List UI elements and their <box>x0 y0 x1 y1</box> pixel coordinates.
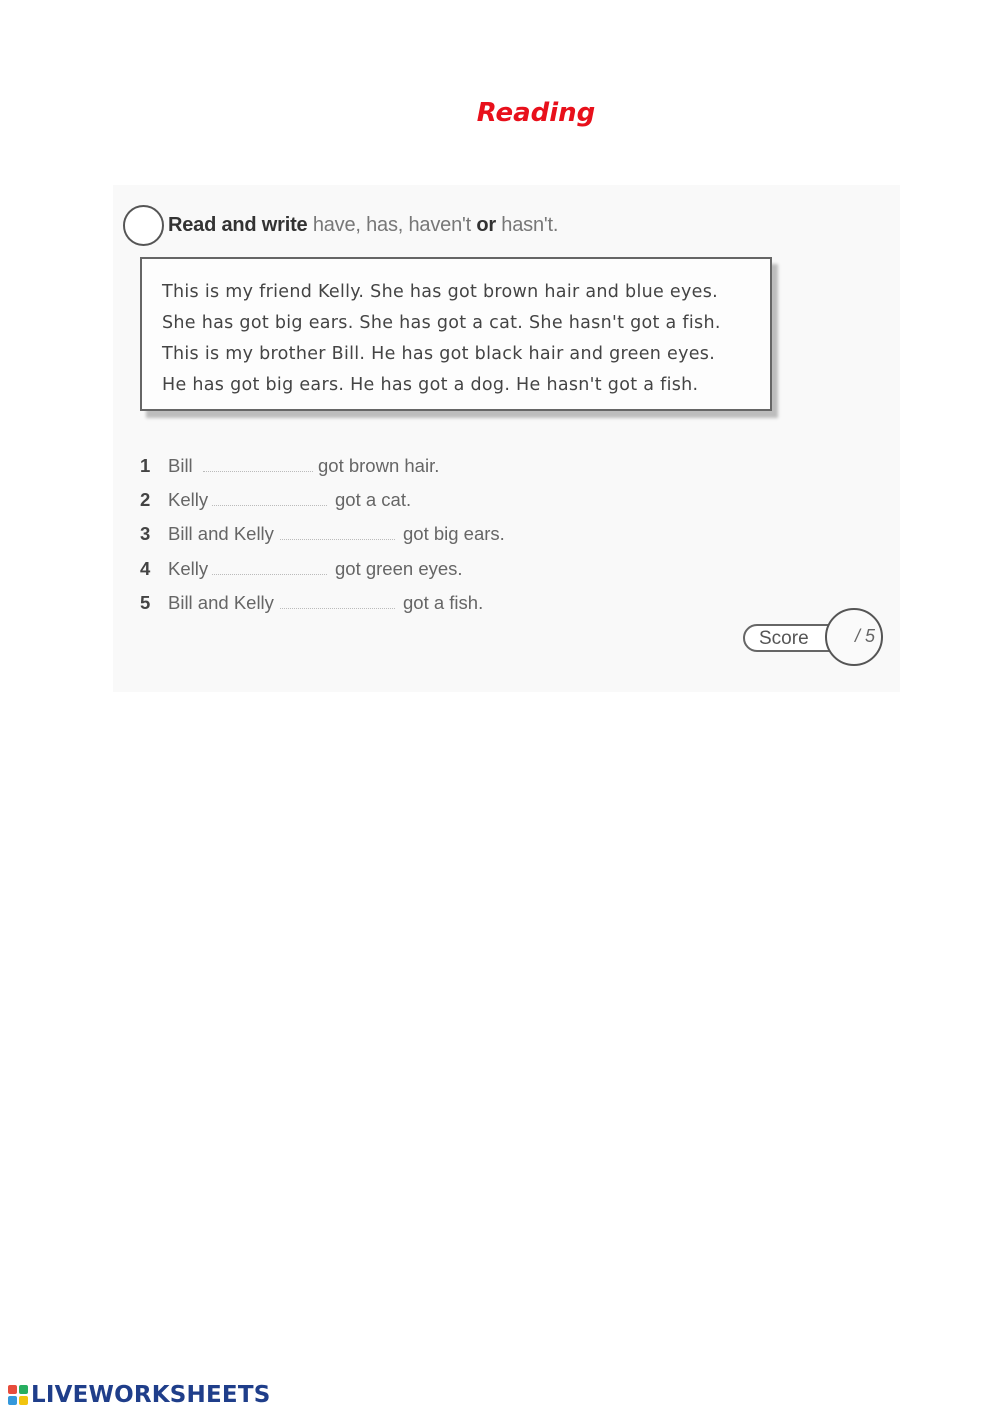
instruction-or: or <box>476 213 496 236</box>
item-subject: Bill and Kelly <box>168 523 274 545</box>
answer-blank[interactable] <box>280 608 395 609</box>
item-number: 5 <box>140 591 151 613</box>
option-havent: haven't <box>408 213 471 236</box>
exercise-number-circle <box>123 205 164 246</box>
item-subject: Bill and Kelly <box>168 591 274 613</box>
option-have: have, <box>312 213 361 236</box>
item-subject: Kelly <box>168 489 209 511</box>
item-rest: got a cat. <box>335 489 412 511</box>
item-rest: got a fish. <box>403 591 484 613</box>
instruction <box>123 203 558 247</box>
passage-line: This is my friend Kelly. She has got brown hair and blue eyes. <box>162 282 718 302</box>
item-number: 1 <box>140 455 151 476</box>
exercise-scan <box>113 185 900 692</box>
item-rest: got big ears. <box>403 523 505 545</box>
answer-blank[interactable] <box>212 574 327 575</box>
option-has: has, <box>366 213 404 236</box>
item-rest: got brown hair. <box>318 455 440 476</box>
passage-line: She has got big ears. She has got a cat. She hasn't got a fish. <box>162 313 721 333</box>
answer-blank[interactable] <box>212 505 327 506</box>
passage-line: He has got big ears. He has got a dog. He hasn't got a fish. <box>162 375 699 395</box>
reading-passage <box>140 257 772 411</box>
item-number: 2 <box>140 489 151 511</box>
passage-line: This is my brother Bill. He has got black hair and green eyes. <box>162 344 716 364</box>
page-title: Reading <box>476 98 596 128</box>
item-number: 3 <box>140 523 151 545</box>
answer-blank[interactable] <box>280 539 395 540</box>
item-subject: Kelly <box>168 557 209 579</box>
logo-grid-icon <box>8 1385 28 1405</box>
answer-blank[interactable] <box>203 471 313 472</box>
item-rest: got green eyes. <box>335 557 463 579</box>
logo-text: LIVEWORKSHEETS <box>31 1382 271 1408</box>
item-number: 4 <box>140 557 151 579</box>
instruction-bold: Read and write <box>168 213 308 236</box>
score-label: Score <box>759 628 809 649</box>
option-hasnt: hasn't. <box>501 213 559 236</box>
score-box <box>743 608 883 668</box>
item-subject: Bill <box>168 455 193 476</box>
liveworksheets-logo[interactable] <box>8 1380 270 1410</box>
score-total: / 5 <box>855 626 876 646</box>
